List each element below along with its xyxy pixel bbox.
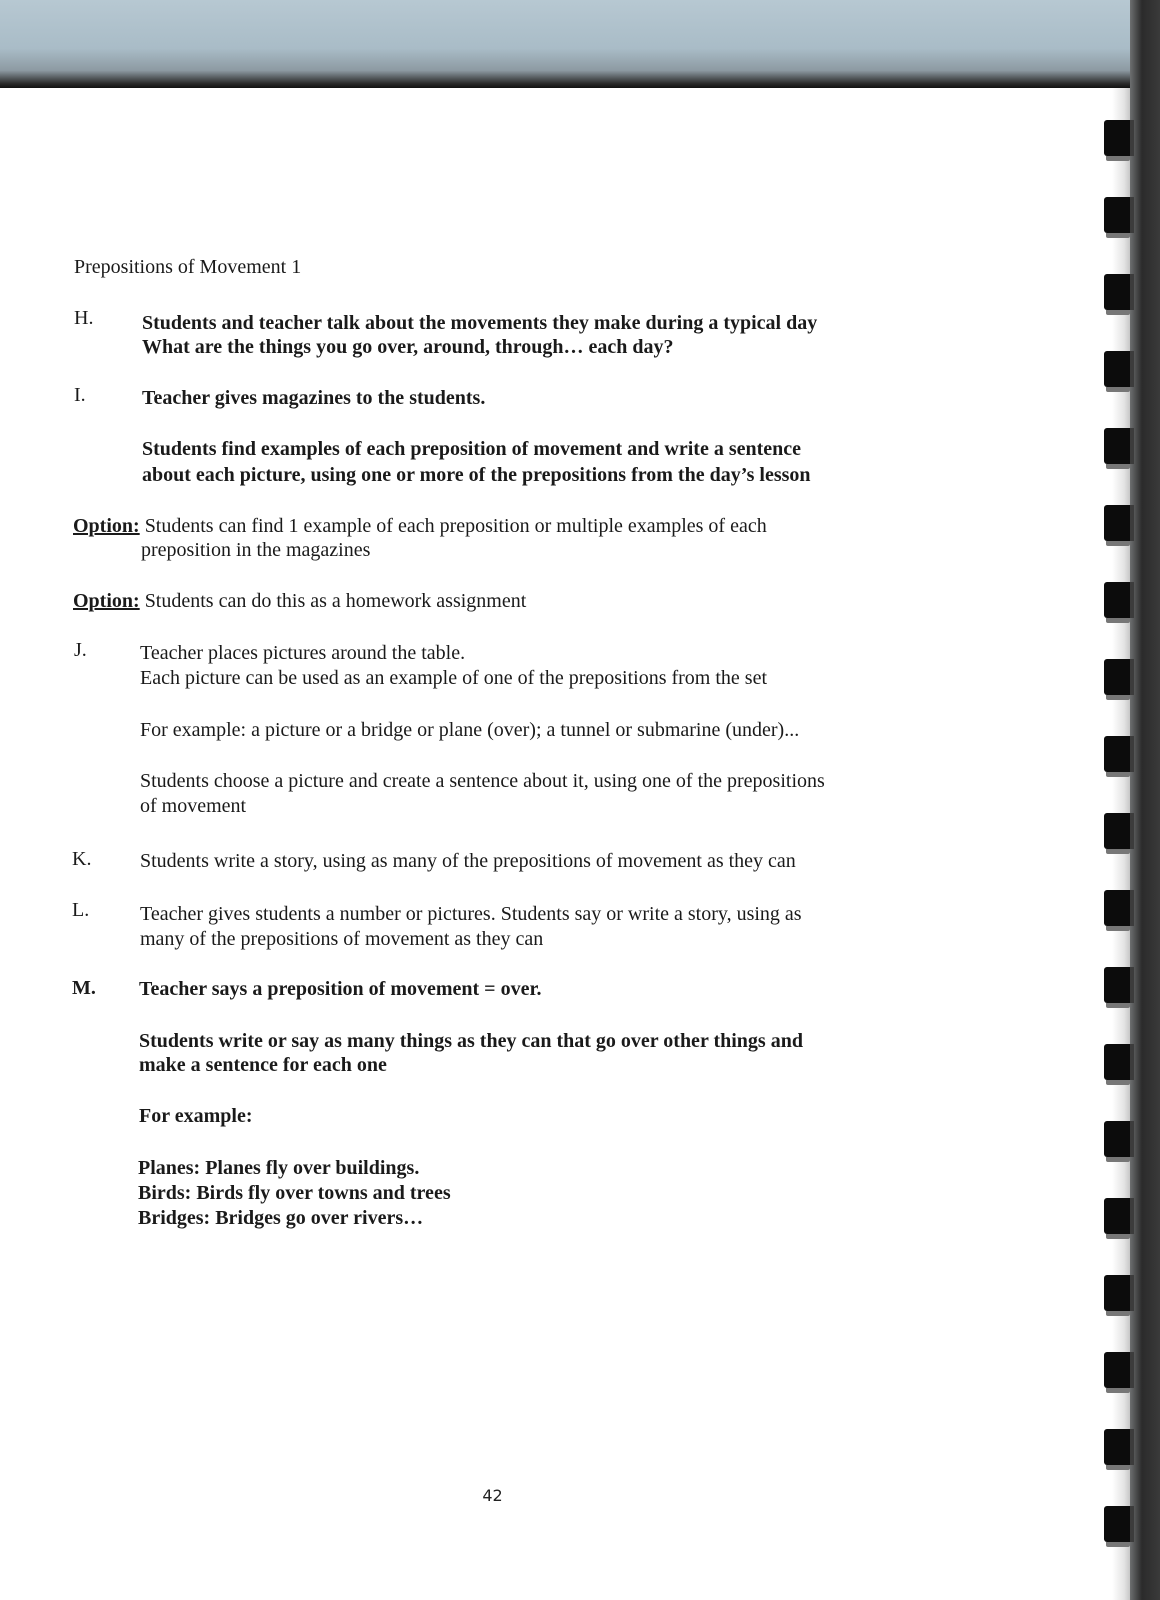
- spiral-ring: [1104, 1429, 1134, 1465]
- spiral-ring: [1104, 659, 1134, 695]
- item-m-example-1: Planes: Planes fly over buildings.: [138, 1157, 420, 1179]
- item-j-line1: Teacher places pictures around the table.: [140, 642, 466, 664]
- spiral-ring: [1104, 1352, 1134, 1388]
- spiral-ring: [1104, 582, 1134, 618]
- option-1-line1: Students can find 1 example of each preposition or multiple examples of each: [144, 515, 767, 537]
- spiral-ring: [1104, 1121, 1134, 1157]
- spiral-ring: [1104, 428, 1134, 464]
- item-j-line2: Each picture can be used as an example of one of the prepositions from the set: [140, 667, 768, 689]
- item-i-line1: Teacher gives magazines to the students.: [142, 387, 486, 409]
- spiral-ring: [1104, 1275, 1134, 1311]
- spiral-ring: [1104, 274, 1134, 310]
- item-j-para3-line2: of movement: [140, 795, 247, 817]
- item-j-letter: J.: [74, 639, 87, 661]
- item-m-para2-line2: make a sentence for each one: [139, 1054, 387, 1076]
- spiral-ring: [1104, 1506, 1134, 1542]
- item-j-example: For example: a picture or a bridge or plane (over); a tunnel or submarine (under)...: [140, 719, 800, 741]
- spiral-ring: [1104, 736, 1134, 772]
- item-i-para2-line2: about each picture, using one or more of the prepositions from the day’s lesson: [142, 464, 811, 486]
- page-number: 42: [482, 1486, 503, 1505]
- scan-right-edge: [1130, 0, 1160, 1600]
- item-h-letter: H.: [74, 307, 94, 329]
- spiral-ring: [1104, 1198, 1134, 1234]
- spiral-ring: [1104, 967, 1134, 1003]
- spiral-ring: [1104, 120, 1134, 156]
- item-h-line2: What are the things you go over, around, through… each day?: [142, 336, 674, 358]
- option-1-label: Option:: [73, 515, 140, 537]
- spiral-ring: [1104, 197, 1134, 233]
- spiral-ring: [1104, 813, 1134, 849]
- item-k-letter: K.: [72, 848, 92, 870]
- item-i-letter: I.: [74, 384, 86, 406]
- spiral-ring: [1104, 505, 1134, 541]
- item-h-line1: Students and teacher talk about the movements they make during a typical day: [142, 312, 818, 334]
- item-m-line1: Teacher says a preposition of movement = over.: [139, 978, 542, 1000]
- item-k-line1: Students write a story, using as many of the prepositions of movement as they can: [140, 850, 796, 872]
- option-2: [73, 589, 526, 613]
- item-m-example-2: Birds: Birds fly over towns and trees: [138, 1182, 451, 1204]
- spiral-binding: [1104, 120, 1134, 1600]
- item-l-letter: L.: [72, 899, 90, 921]
- item-i-para2-line1: Students find examples of each preposition of movement and write a sentence: [142, 438, 802, 460]
- item-j-para3-line1: Students choose a picture and create a sentence about it, using one of the prepositions: [140, 770, 825, 792]
- page-title: Prepositions of Movement 1: [74, 256, 302, 278]
- item-m-letter: M.: [72, 977, 96, 999]
- item-l-line1: Teacher gives students a number or pictures. Students say or write a story, using as: [140, 903, 802, 925]
- option-2-line1: Students can do this as a homework assignment: [144, 590, 527, 612]
- item-l-line2: many of the prepositions of movement as they can: [140, 928, 544, 950]
- item-m-example-label: For example:: [139, 1105, 253, 1127]
- option-2-label: Option:: [73, 590, 140, 612]
- spiral-ring: [1104, 890, 1134, 926]
- spiral-ring: [1104, 351, 1134, 387]
- item-m-para2-line1: Students write or say as many things as they can that go over other things and: [139, 1030, 803, 1052]
- spiral-ring: [1104, 1044, 1134, 1080]
- option-1-line2: preposition in the magazines: [141, 539, 371, 561]
- option-1: [73, 514, 767, 538]
- item-m-example-3: Bridges: Bridges go over rivers…: [138, 1207, 424, 1229]
